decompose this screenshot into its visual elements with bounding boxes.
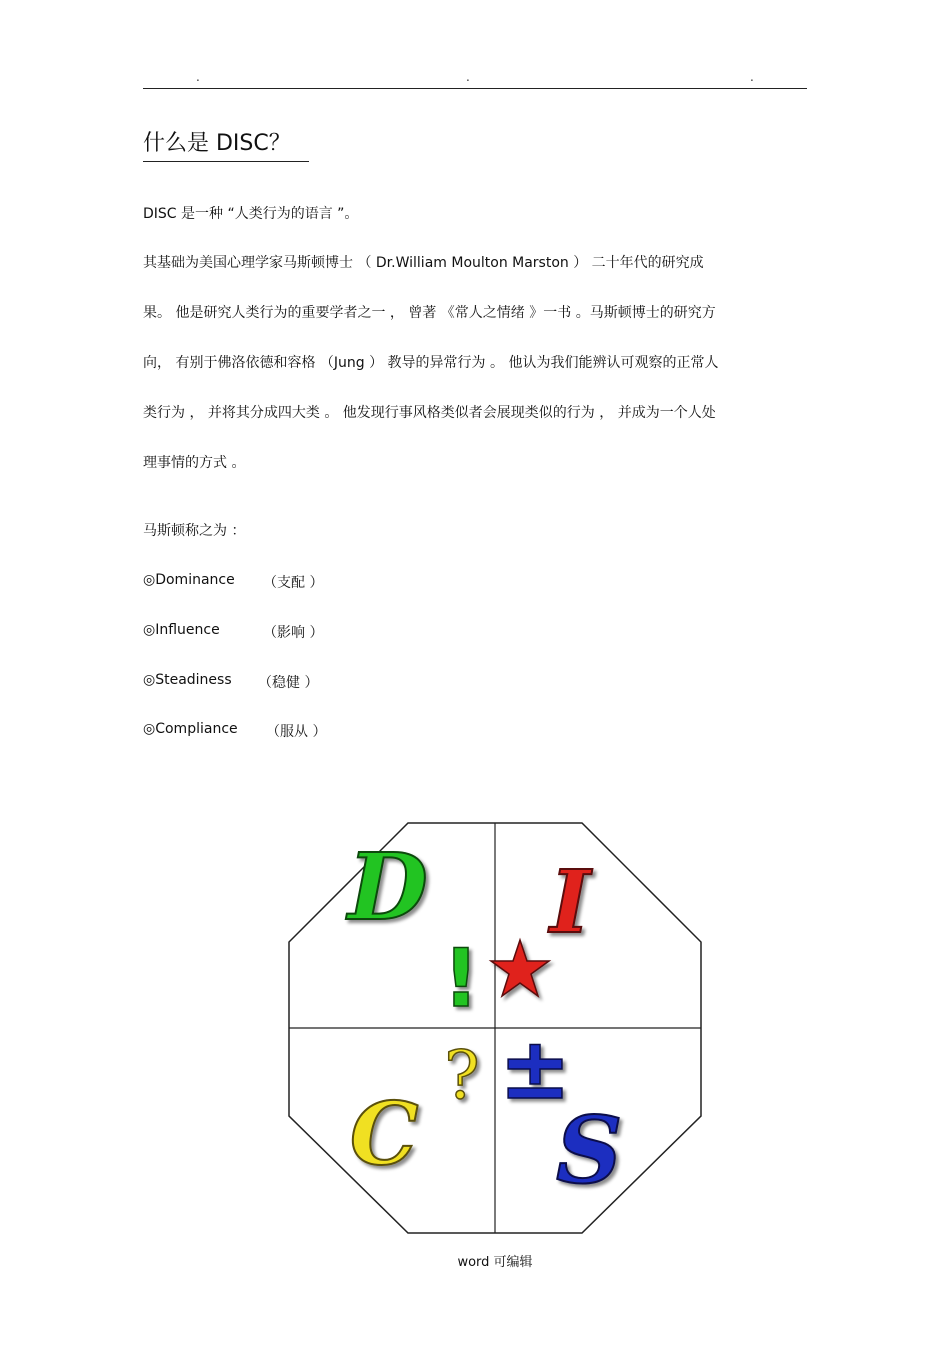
- letter-i: I: [550, 852, 591, 953]
- paragraph-line: 其基础为美国心理学家马斯顿博士 （ Dr.William Moulton Marston ） 二十年代的研究成: [143, 255, 704, 271]
- style-item-dominance: [143, 572, 324, 591]
- paragraph-line: 向， 有别于佛洛依德和容格 （Jung ） 教导的异常行为 。 他认为我们能辨认可观察的正常人: [143, 355, 719, 371]
- plus-minus-symbol: ±: [498, 1019, 572, 1119]
- style-term: ◎Dominance: [143, 572, 235, 588]
- paragraph-line: 果。 他是研究人类行为的重要学者之一 ， 曾著 《常人之情绪 》一书 。马斯顿博士的研究方: [143, 305, 716, 321]
- style-cn: （支配 ）: [263, 575, 324, 591]
- style-cn: （影响 ）: [263, 625, 324, 641]
- question-symbol: ?: [444, 1037, 480, 1114]
- letter-d: D: [348, 833, 428, 941]
- style-item-influence: [143, 622, 324, 641]
- page-title: 什么是 DISC？: [143, 126, 309, 162]
- style-term: ◎Steadiness: [143, 672, 232, 688]
- style-cn: （服从 ）: [266, 724, 327, 740]
- style-term: ◎Influence: [143, 622, 220, 638]
- style-term: ◎Compliance: [143, 721, 238, 737]
- footer-note: word 可编辑: [457, 1255, 533, 1270]
- intro-line: DISC 是一种 “人类行为的语言 ”。: [143, 206, 359, 222]
- style-item-steadiness: [143, 672, 319, 691]
- style-item-compliance: [143, 721, 327, 740]
- header-rule: [143, 88, 807, 89]
- paragraph-line: 理事情的方式 。: [143, 455, 246, 471]
- letter-c: C: [350, 1084, 419, 1185]
- style-cn: （稳健 ）: [258, 675, 319, 691]
- letter-s: S: [556, 1096, 623, 1204]
- disc-diagram: [288, 822, 704, 1236]
- paragraph-line: 类行为 ， 并将其分成四大类 。 他发现行事风格类似者会展现类似的行为 ， 并成为一个人处: [143, 405, 716, 421]
- header-dot: .: [466, 70, 470, 84]
- exclamation-symbol: !: [442, 932, 480, 1025]
- header-dot: .: [196, 70, 200, 84]
- header-dot: .: [750, 70, 754, 84]
- marston-label: 马斯顿称之为 ：: [143, 523, 246, 539]
